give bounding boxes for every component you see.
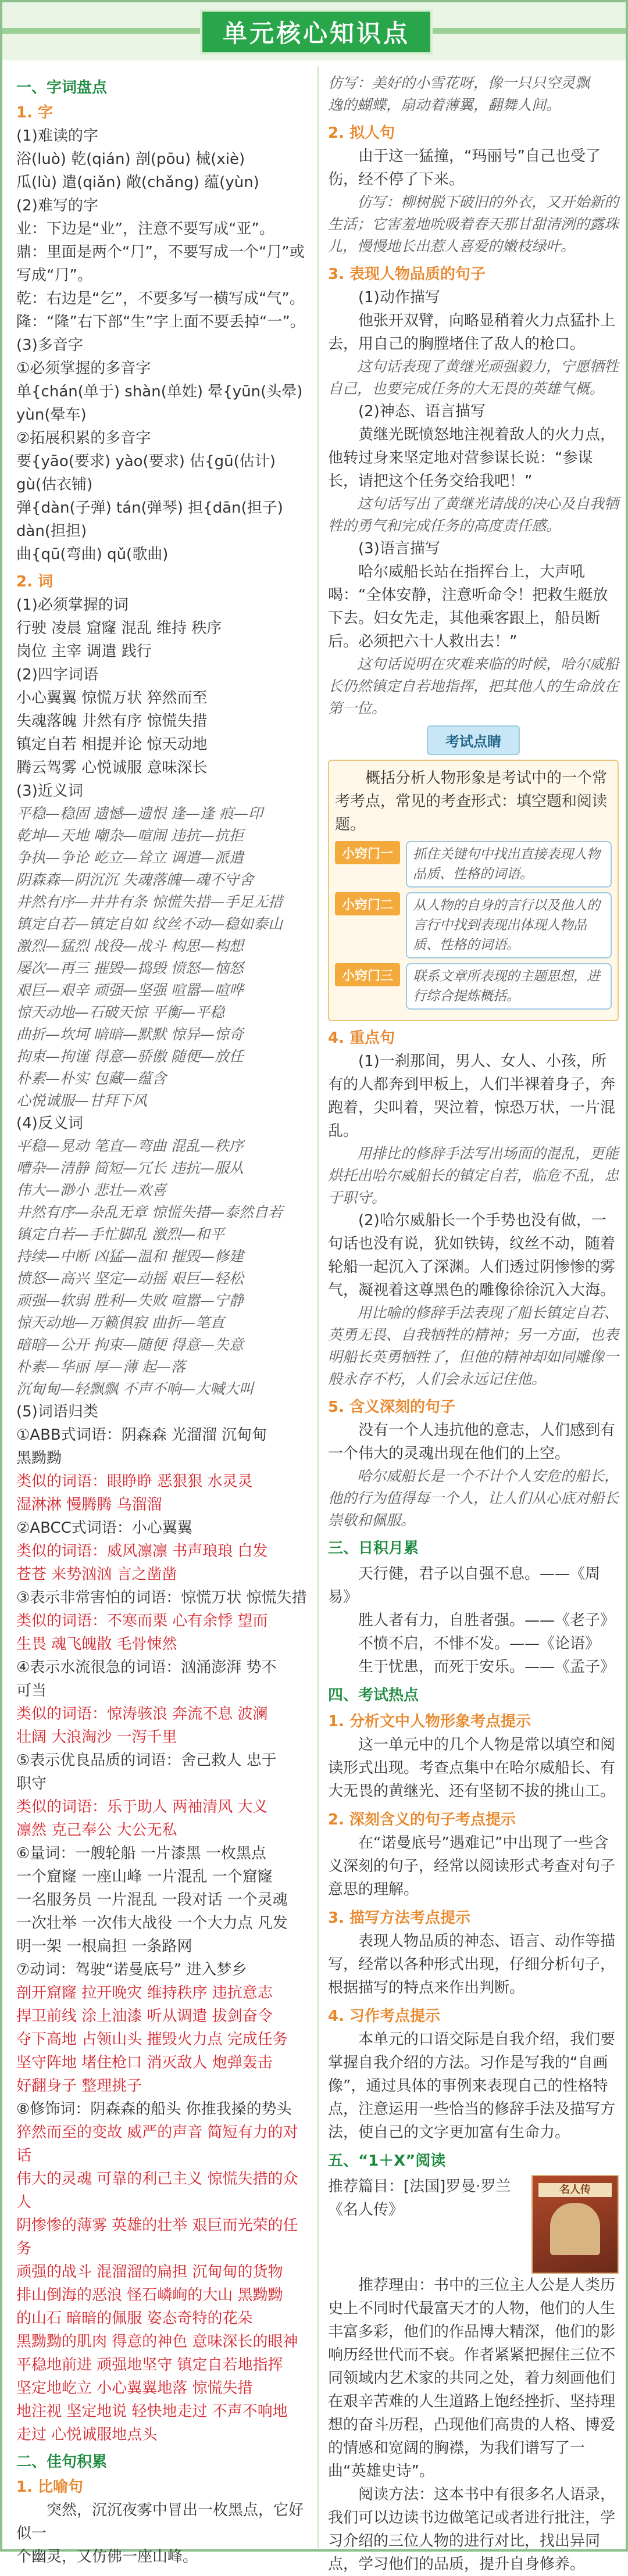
text-line: 湿淋淋 慢腾腾 乌溜溜 xyxy=(16,1496,162,1514)
text-line: ⑤表示优良品质的词语：舍己救人 忠于 xyxy=(16,1752,277,1769)
text-line: 逸的蝴蝶，扇动着薄翼，翻舞人间。 xyxy=(328,96,561,113)
text-line: ②ABCC式词语：小心翼翼 xyxy=(16,1519,192,1537)
text-line: 伟大的灵魂 可靠的利己主义 惊慌失措的众人 xyxy=(16,2170,298,2211)
text-line: 持续—中断 凶猛—温和 摧毁—修建 xyxy=(16,1248,244,1265)
text-line: 浴(luò) 乾(qián) 剖(pōu) 械(xiè) xyxy=(16,151,245,168)
text-line: 朴素—华丽 厚—薄 起—落 xyxy=(16,1358,185,1375)
text-line: (2)四字词语 xyxy=(16,666,98,684)
text-line: 鼎：里面是两个“⺆”，不要写成一个“⺆”或写成“⺆”。 xyxy=(16,244,305,284)
paragraph: 这一单元中的几个人物是常以填空和阅读形式出现。考查点集中在哈尔威船长、有大无畏的黄继光、还有坚韧不拔的挑山工。 xyxy=(328,1736,616,1800)
text-line: (3)近义词 xyxy=(16,782,83,800)
tip-row xyxy=(335,892,612,958)
text-line: 屡次—再三 摧毁—捣毁 愤怒—恼怒 xyxy=(16,960,244,976)
paragraph: (2)哈尔威船长一个手势也没有做，一句话也没有说，犹如铁铸，纹丝不动，随着轮船一起沉入了深渊。人们透过阴惨惨的雾气，凝视着这尊黑色的雕像徐徐沉入大海。 xyxy=(328,1212,616,1299)
text-line: 艰巨—艰辛 顽强—坚强 喧嚣—喧哗 xyxy=(16,982,244,999)
paragraph: 用排比的修辞手法写出场面的混乱，更能烘托出哈尔威船长的镇定自若，临危不乱，忠于职守。 xyxy=(328,1145,619,1206)
text-line: 走过 心悦诚服地点头 xyxy=(16,2426,158,2443)
left-column xyxy=(16,72,312,2568)
text-line: (4)反义词 xyxy=(16,1115,83,1132)
text-line: 隆：“隆”右下部“生”字上面不要丢掉“一”。 xyxy=(16,313,305,331)
text-line: 乾坤—天地 嘲杂—喧闹 违抗—抗拒 xyxy=(16,827,244,844)
paragraph: 在“诺曼底号”遇难记”中出现了一些含义深刻的句子，经常以阅读形式考查对句子意思的理解。 xyxy=(328,1834,616,1898)
text-line: 坚守阵地 堵住枪口 消灭敌人 炮弹轰击 xyxy=(16,2054,273,2071)
text-line: 激烈—猛烈 战役—战斗 构思—构想 xyxy=(16,938,244,954)
text-line: 小心翼翼 惊慌万状 猝然而至 xyxy=(16,689,208,707)
text-line: 地注视 坚定地说 轻快地走过 不声不响地 xyxy=(16,2403,288,2420)
text-line: 职守 xyxy=(16,1775,47,1793)
paragraph: 用比喻的修辞手法表现了船长镇定自若、英勇无畏、自我牺牲的精神；另一方面，也表明船长英勇牺牲了，但他的精神却如同雕像一般永存不朽，人们会永远记住他。 xyxy=(328,1304,619,1387)
text-line: 嘈杂—清静 简短—冗长 违抗—服从 xyxy=(16,1160,244,1176)
subsection-heading: 1. 字 xyxy=(16,104,53,121)
book-cover-title: 名人传 xyxy=(538,2183,612,2197)
text-line: 一名服务员 一片混乱 一段对话 一个灵魂 xyxy=(16,1891,288,1909)
text-line: (1)动作描写 xyxy=(358,289,440,306)
text-line: ①ABB式词语：阴森森 光溜溜 沉甸甸 xyxy=(16,1426,267,1444)
text-line: 争执—争论 屹立—耸立 调遣—派遣 xyxy=(16,849,244,866)
tip-text: 抓住关键句中找出直接表现人物品质、性格的词语。 xyxy=(406,841,612,888)
paragraph: 哈尔威船长是一个不计个人安危的船长，他的行为值得每一个人，让人们从心底对船长崇敬和佩服。 xyxy=(328,1468,619,1529)
text-line: 愤怒—高兴 坚定—动摇 艰巨—轻松 xyxy=(16,1270,244,1287)
paragraph: 他张开双臂，向略显稍着火力点猛扑上去，用自己的胸膛堵住了敌人的枪口。 xyxy=(328,312,616,353)
section-heading: 二、佳句积累 xyxy=(16,2453,108,2471)
text-line: 黑黝黝的肌肉 得意的神色 意味深长的眼神 xyxy=(16,2333,298,2350)
paragraph: 仿写：柳树脱下破旧的外衣，又开始新的生活；它害羞地吮吸着春天那甘甜清洌的露珠儿，慢慢地长出惹人喜爱的嫩枝绿叶。 xyxy=(328,194,619,255)
text-line: 黑黝黝 xyxy=(16,1450,62,1467)
column-divider xyxy=(317,66,319,2548)
quote-line: 不愤不启，不悱不发。——《论语》 xyxy=(358,1635,601,1652)
text-line: ①必须掌握的多音字 xyxy=(16,360,151,377)
text-line: ④表示水流很急的词语：汹涌澎湃 势不 xyxy=(16,1659,277,1676)
tip-label: 小窍门三 xyxy=(335,963,400,986)
text-line: ⑧修饰词：阴森森的船头 你推我搡的势头 xyxy=(16,2101,292,2118)
exam-tag: 考试点睛 xyxy=(427,725,520,755)
subsection-heading: 2. 词 xyxy=(16,573,53,591)
text-line: 失魂落魄 井然有序 惊慌失措 xyxy=(16,713,208,730)
paragraph: 这句话说明在灾难来临的时候，哈尔威船长仍然镇定自若地指挥，把其他人的生命放在第一位。 xyxy=(328,656,619,717)
text-line: 凛然 克己奉公 大公无私 xyxy=(16,1822,177,1839)
text-line: (2)神态、语言描写 xyxy=(358,403,486,420)
paragraph: 哈尔威船长站在指挥台上，大声吼喝：“全体安静，注意听命令！把救生艇放下去。妇女先走，其他乘客跟上，船员断后。必须把六十人救出去！” xyxy=(328,563,608,650)
text-line: 沉甸甸—轻飘飘 不声不响—大喊大叫 xyxy=(16,1380,254,1397)
quote-line: 天行健，君子以自强不息。——《周易》 xyxy=(328,1565,601,1606)
text-line: 要{yāo(要求) yào(要求) 估{gū(估计) gù(估衣铺) xyxy=(16,453,276,493)
text-line: 瓜(lù) 遣(qiǎn) 敞(chǎng) 蕴(yùn) xyxy=(16,174,259,191)
page-title: 单元核心知识点 xyxy=(200,9,433,55)
exam-intro: 概括分析人物形象是考试中的一个常考考点，常见的考查形式：填空题和阅读题。 xyxy=(335,770,608,833)
subsection-heading: 4. 习作考点提示 xyxy=(328,2008,441,2025)
text-line: 弹{dàn(子弹) tán(弹琴) 担{dān(担子) dàn(担担) xyxy=(16,499,283,540)
tip-label: 小窍门二 xyxy=(335,892,400,915)
subsection-heading: 4. 重点句 xyxy=(328,1029,395,1047)
paragraph: 这句话表现了黄继光顽强毅力，宁愿牺牲自己，也要完成任务的大无畏的英雄气概。 xyxy=(328,358,619,397)
subsection-heading: 1. 分析文中人物形象考点提示 xyxy=(328,1713,531,1730)
quote-line: 胜人者有力，自胜者强。——《老子》 xyxy=(358,1612,616,1629)
text-line: 平稳地前进 顽强地坚守 镇定自若地指挥 xyxy=(16,2356,283,2374)
text-line: (1)必须掌握的词 xyxy=(16,596,129,614)
text-line: 夺下高地 占领山头 摧毁火力点 完成任务 xyxy=(16,2031,288,2048)
book-cover-figure xyxy=(550,2203,600,2255)
text-line: 心悦诚服—甘拜下风 xyxy=(16,1092,148,1109)
text-line: 猝然而至的变故 威严的声音 简短有力的对话 xyxy=(16,2124,298,2164)
text-line: 捍卫前线 涂上油漆 听从调遣 拔剑奋令 xyxy=(16,2008,273,2025)
subsection-heading: 5. 含义深刻的句子 xyxy=(328,1398,456,1416)
tip-row xyxy=(335,841,612,888)
text-line: 阴惨惨的薄雾 英雄的壮举 艰巨而光荣的任务 xyxy=(16,2217,298,2257)
tip-row xyxy=(335,963,612,1010)
text-line: 的山石 暗暗的佩服 姿态奇特的花朵 xyxy=(16,2310,253,2327)
text-line: 乾：右边是“乞”，不要多写一横写成“气”。 xyxy=(16,290,305,307)
text-line: 明一架 一根扁担 一条路网 xyxy=(16,1938,192,1955)
section-heading: 一、字词盘点 xyxy=(16,79,108,96)
text-line: 平稳—晃动 笔直—弯曲 混乱—秩序 xyxy=(16,1137,244,1154)
text-line: 腾云驾雾 心悦诚服 意味深长 xyxy=(16,759,208,777)
text-line: 曲折—坎坷 暗暗—默默 惊异—惊奇 xyxy=(16,1026,244,1043)
text-line: 镇定自若—手忙脚乱 激烈—和平 xyxy=(16,1226,224,1243)
text-line: 壮阔 大浪淘沙 一泻千里 xyxy=(16,1729,177,1746)
paragraph: 本单元的口语交际是自我介绍，我们要掌握自我介绍的方法。习作是写我的“自画像”，通过具体的事例来表现自己的性格特点，注意运用一些恰当的修辞手法及描写方法，使自己的文字更加富有生命力。 xyxy=(328,2031,616,2141)
text-line: 顽强的战斗 混溜溜的扁担 沉甸甸的货物 xyxy=(16,2263,283,2281)
text-line: 伟大—渺小 悲壮—欢喜 xyxy=(16,1182,166,1198)
text-line: 一个窟窿 一座山峰 一片混乱 一个窟窿 xyxy=(16,1868,273,1886)
recommended-title: 推荐篇目：[法国]罗曼·罗兰《名人传》 xyxy=(328,2178,511,2219)
text-line: 生畏 魂飞魄散 毛骨悚然 xyxy=(16,1636,177,1653)
subsection-heading: 2. 深刻含义的句子考点提示 xyxy=(328,1811,516,1829)
paragraph: 阅读方法：这本书中有很多名人语录，我们可以边读书边做笔记或者进行批注，学习介绍的三位人物的进行对比，找出异同点，学习他们的品质，提升自身修养。 xyxy=(328,2486,616,2573)
text-line: (1)难读的字 xyxy=(16,127,98,145)
right-column xyxy=(328,72,619,2576)
text-line: 惊天动地—万籁俱寂 曲折—笔直 xyxy=(16,1314,224,1331)
text-line: 镇定自若 相提并论 惊天动地 xyxy=(16,736,208,753)
text-line: 业：下边是“业”，注意不要写成“亚”。 xyxy=(16,220,274,238)
paragraph: 黄继光既愤怒地注视着敌人的火力点，他转过身来坚定地对营参谋长说：“参谋长，请把这个任务交给我吧！” xyxy=(328,426,616,490)
text-line: ⑥量词：一艘轮船 一片漆黑 一枚黑点 xyxy=(16,1845,266,1862)
text-line: (3)多音字 xyxy=(16,337,83,354)
text-line: 类似的词语：乐于助人 两袖清风 大义 xyxy=(16,1798,268,1816)
title-banner xyxy=(2,2,626,60)
text-line: 朴素—朴实 包藏—蕴含 xyxy=(16,1070,166,1087)
text-line: 类似的词语：威风凛凛 书声琅琅 白发 xyxy=(16,1543,268,1560)
text-line: 阴森森—阴沉沉 失魂落魄—魂不守舍 xyxy=(16,871,254,888)
text-line: 拘束—拘谨 得意—骄傲 随便—放任 xyxy=(16,1048,244,1065)
subsection-heading: 1. 比喻句 xyxy=(16,2478,84,2496)
text-line: 突然，沉沉夜雾中冒出一枚黑点，它好似一 xyxy=(16,2502,304,2542)
text-line: 坚定地屹立 小心翼翼地落 惊慌失措 xyxy=(16,2380,253,2397)
book-cover xyxy=(531,2175,619,2274)
text-line: 类似的词语：不寒而栗 心有余悸 望而 xyxy=(16,1612,268,1630)
section-heading: 五、“1＋X”阅读 xyxy=(328,2152,446,2170)
text-line: 苍苍 来势汹汹 言之凿凿 xyxy=(16,1566,177,1583)
text-line: ②拓展积累的多音字 xyxy=(16,430,151,447)
text-line: 顽强—软弱 胜利—失败 喧嚣—宁静 xyxy=(16,1292,244,1309)
text-line: 井然有序—井井有条 惊慌失措—手足无措 xyxy=(16,893,283,910)
paragraph: 由于这一猛撞，“玛丽号”自己也受了伤，经不停了下来。 xyxy=(328,148,601,188)
text-line: 单{chán(单于) shàn(单姓) 晕{yūn(头晕) yùn(晕车) xyxy=(16,383,303,424)
text-line: 井然有序—杂乱无章 惊慌失措—泰然自若 xyxy=(16,1204,283,1221)
subsection-heading: 2. 拟人句 xyxy=(328,124,395,142)
subsection-heading: 3. 表现人物品质的句子 xyxy=(328,266,486,283)
text-line: ③表示非常害怕的词语：惊慌万状 惊慌失措 xyxy=(16,1589,307,1607)
paragraph: (1)一刹那间，男人、女人、小孩，所有的人都奔到甲板上，人们半裸着身子，奔跑着，尖叫着，哭泣着，惊恐万状，一片混乱。 xyxy=(328,1053,616,1140)
section-heading: 四、考试热点 xyxy=(328,1687,419,1704)
text-line: 好翻身子 整理挑子 xyxy=(16,2077,142,2095)
text-line: 行驶 凌晨 窟窿 混乱 维持 秩序 xyxy=(16,620,222,637)
tip-label: 小窍门一 xyxy=(335,841,400,864)
text-line: (2)难写的字 xyxy=(16,197,98,214)
text-line: 曲{qū(弯曲) qǔ(歌曲) xyxy=(16,546,169,563)
text-line: (3)语言描写 xyxy=(358,540,440,557)
text-line: 仿写：美好的小雪花呀，像一只只空灵飘 xyxy=(328,74,590,91)
paragraph: 没有一个人违抗他的意志，人们感到有一个伟大的灵魂出现在他们的上空。 xyxy=(328,1422,616,1462)
text-line: ⑦动词：驾驶“诺曼底号” 进入梦乡 xyxy=(16,1961,247,1978)
text-line: 可当 xyxy=(16,1682,47,1700)
paragraph: 推荐理由：书中的三位主人公是人类历史上不同时代最富天才的人物，他们的人生丰富多彩，他们的作品博大精深，他们的影响历经世代而不衰。作者紧紧把握住三位不同领域内艺术家的共同之处，着力刻画他们在艰辛苦难的人生道路上饱经挫折、坚持理想的奋斗历程，凸现他们高贵的人格、博爱的情感和宽阔的胸襟，为我们谱写了一曲“英雄史诗”。 xyxy=(328,2277,616,2480)
paragraph: 这句话写出了黄继光请战的决心及自我牺牲的勇气和完成任务的高度责任感。 xyxy=(328,495,619,534)
text-line: 平稳—稳固 遗憾—遗恨 逢—逢 痕—印 xyxy=(16,805,263,822)
subsection-heading: 3. 描写方法考点提示 xyxy=(328,1909,471,1927)
text-line: 暗暗—公开 拘束—随便 得意—失意 xyxy=(16,1336,244,1353)
text-line: 类似的词语：眼睁睁 恶狠狠 水灵灵 xyxy=(16,1473,253,1490)
text-line: 排山倒海的恶浪 怪石嶙峋的大山 黑黝黝 xyxy=(16,2287,283,2304)
section-heading: 三、日积月累 xyxy=(328,1540,419,1557)
text-line: 类似的词语：惊涛骇浪 奔流不息 波澜 xyxy=(16,1705,268,1723)
tip-text: 联系文章所表现的主题思想，进行综合提炼概括。 xyxy=(406,963,612,1010)
tips-box xyxy=(328,760,619,1021)
book-recommendation xyxy=(328,2175,619,2274)
text-line: 岗位 主宰 调遣 践行 xyxy=(16,643,152,660)
text-line: (5)词语归类 xyxy=(16,1403,98,1421)
text-line: 个幽灵，又仿佛一座山峰。 xyxy=(16,2548,198,2566)
quote-line: 生于忧患，而死于安乐。——《孟子》 xyxy=(358,1658,616,1676)
text-line: 一次壮举 一次伟大战役 一个大力点 凡发 xyxy=(16,1915,288,1932)
tip-text: 从人物的自身的言行以及他人的言行中找到表现出体现人物品质、性格的词语。 xyxy=(406,892,612,958)
text-line: 镇定自若—镇定自如 纹丝不动—稳如泰山 xyxy=(16,915,283,932)
text-line: 惊天动地—石破天惊 平衡—平稳 xyxy=(16,1004,224,1021)
text-line: 剖开窟窿 拉开晚灾 维持秩序 违抗意志 xyxy=(16,1984,273,2002)
paragraph: 表现人物品质的神态、语言、动作等描写，经常以各种形式出现，仔细分析句子，根据描写的特点来作出判断。 xyxy=(328,1933,616,1997)
